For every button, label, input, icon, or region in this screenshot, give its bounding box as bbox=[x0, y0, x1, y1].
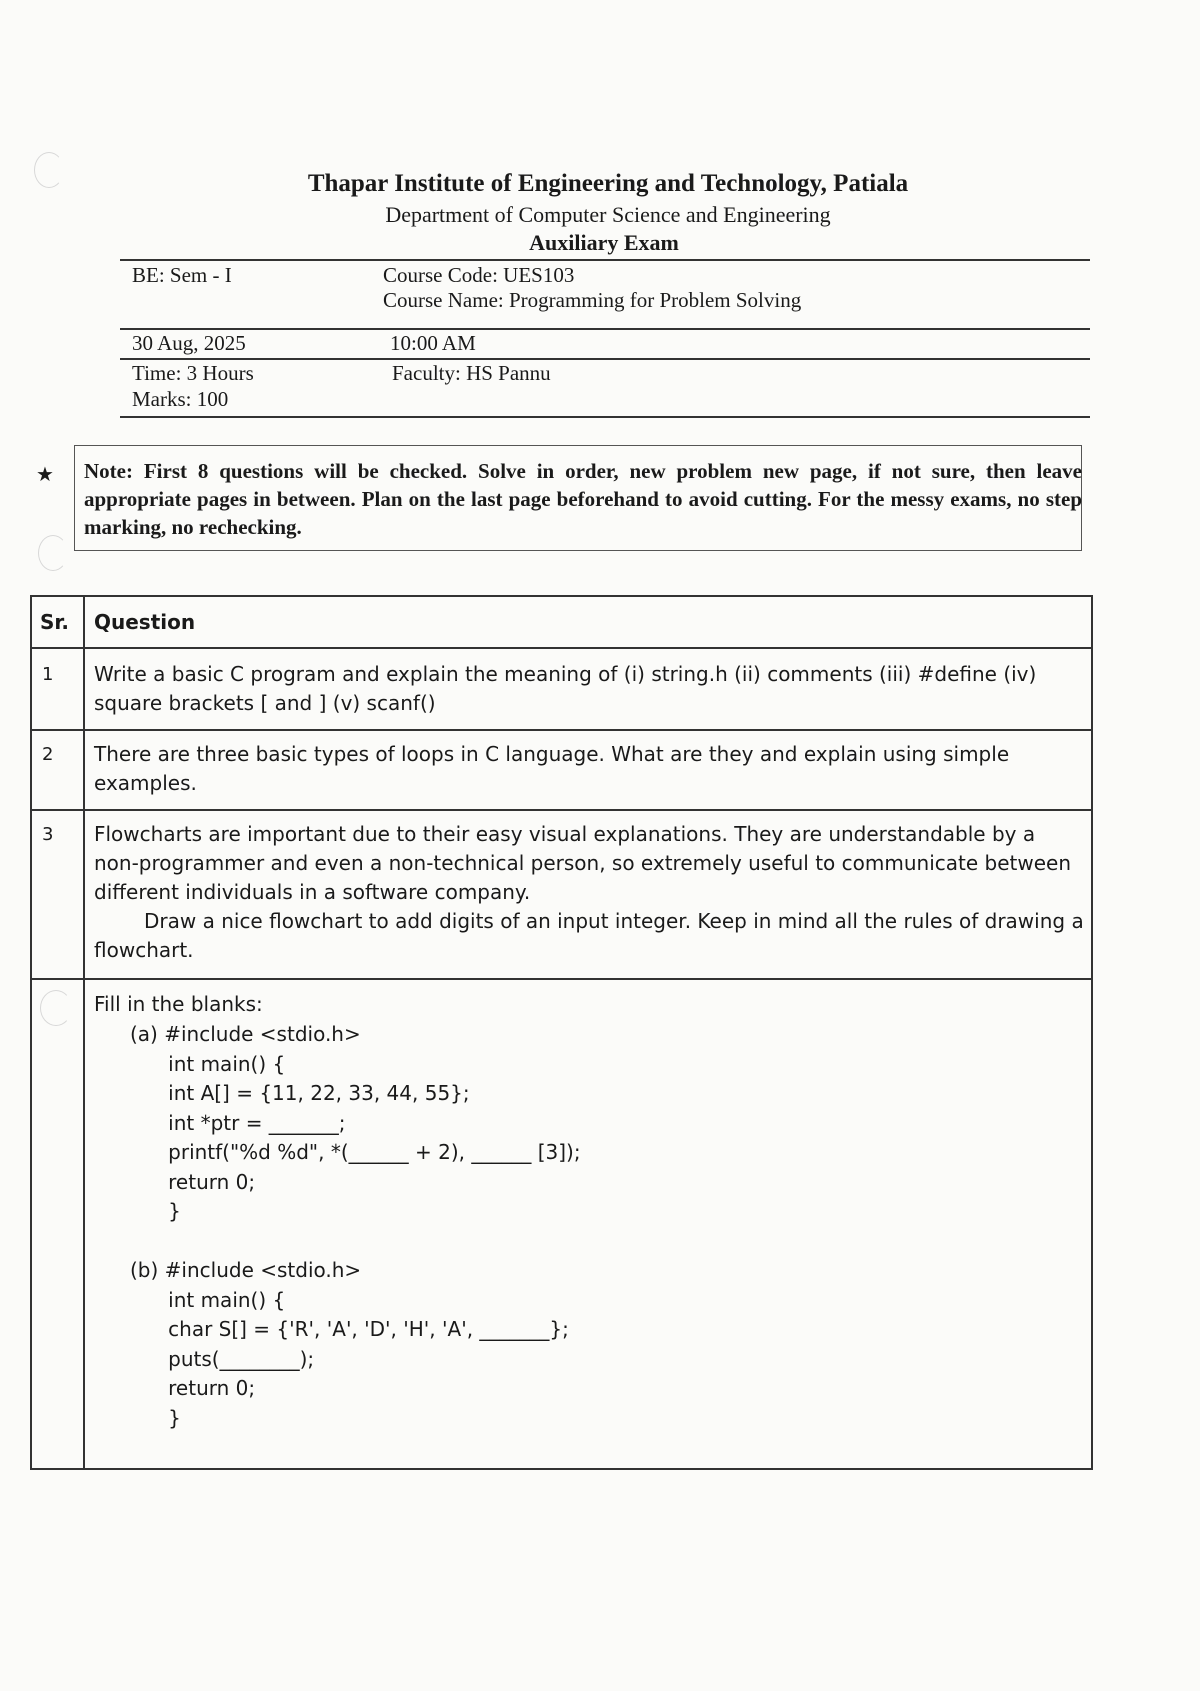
divider bbox=[120, 358, 1090, 360]
code-line: } bbox=[130, 1405, 181, 1430]
code-line: (a) #include <stdio.h> bbox=[130, 1022, 361, 1046]
code-line: return 0; bbox=[130, 1169, 256, 1194]
question-number: 2 bbox=[42, 744, 54, 765]
divider bbox=[120, 259, 1090, 261]
faculty: Faculty: HS Pannu bbox=[392, 361, 551, 385]
question-text: There are three basic types of loops in C language. What are they and explain using simple examples. bbox=[94, 742, 1010, 795]
code-line: int main() { bbox=[130, 1287, 286, 1312]
exam-date: 30 Aug, 2025 bbox=[132, 331, 246, 355]
code-line: int *ptr = _______; bbox=[130, 1110, 346, 1135]
code-line: (b) #include <stdio.h> bbox=[130, 1258, 362, 1282]
question-number: 1 bbox=[42, 664, 54, 685]
question-text: Write a basic C program and explain the meaning of (i) string.h (ii) comments (iii) #define (iv) square brackets [ and ] (v) scanf() bbox=[94, 662, 1037, 715]
question-text-part: Flowcharts are important due to their easy visual explanations. They are understandable by a non-programmer and even a non-technical person, so extremely useful to communicate between different individuals in a software company. bbox=[94, 822, 1071, 904]
column-header-question: Question bbox=[94, 610, 196, 634]
department-name: Department of Computer Science and Engineering bbox=[385, 202, 831, 227]
divider bbox=[120, 416, 1090, 418]
question-text bbox=[94, 820, 1084, 965]
code-line: puts(________); bbox=[130, 1346, 315, 1371]
row-divider bbox=[30, 647, 1093, 649]
code-line: int main() { bbox=[130, 1051, 286, 1076]
exam-type: Auxiliary Exam bbox=[529, 230, 679, 255]
question-intro: Fill in the blanks: bbox=[94, 992, 263, 1016]
code-line: } bbox=[130, 1199, 181, 1223]
marks: Marks: 100 bbox=[132, 387, 229, 411]
column-divider bbox=[83, 595, 85, 1470]
row-divider bbox=[30, 978, 1093, 980]
code-line: int A[] = {11, 22, 33, 44, 55}; bbox=[130, 1081, 470, 1105]
scan-mark bbox=[38, 535, 68, 571]
divider bbox=[120, 328, 1090, 330]
scan-mark bbox=[34, 152, 64, 188]
question-number: 3 bbox=[42, 824, 54, 845]
note-text: Note: First 8 questions will be checked. Solve in order, new problem new page, if not sure, then leave appropriate pages in between. Plan on the last page beforehand to avoid cutting. For the messy exams, no step marking, no rechecking. bbox=[84, 459, 1082, 539]
question-text-part: Draw a nice flowchart to add digits of an input integer. Keep in mind all the rules of drawing a flowchart. bbox=[94, 909, 1084, 962]
code-block-a bbox=[130, 1020, 581, 1227]
code-line: printf("%d %d", *(______ + 2), ______ [3]); bbox=[130, 1140, 581, 1164]
row-divider bbox=[30, 809, 1093, 811]
code-line: char S[] = {'R', 'A', 'D', 'H', 'A', _______}; bbox=[130, 1317, 569, 1341]
exam-time: 10:00 AM bbox=[390, 331, 476, 355]
star-icon: ★ bbox=[36, 462, 54, 486]
row-divider bbox=[30, 729, 1093, 731]
scan-mark bbox=[40, 990, 72, 1026]
program: BE: Sem - I bbox=[132, 263, 232, 287]
institute-name: Thapar Institute of Engineering and Technology, Patiala bbox=[307, 170, 909, 197]
course-code: Course Code: UES103 bbox=[383, 263, 575, 287]
course-name: Course Name: Programming for Problem Solving bbox=[383, 288, 802, 312]
duration: Time: 3 Hours bbox=[132, 361, 254, 385]
code-block-b bbox=[130, 1256, 569, 1433]
column-header-sr: Sr. bbox=[40, 610, 70, 634]
code-line: return 0; bbox=[130, 1376, 256, 1400]
